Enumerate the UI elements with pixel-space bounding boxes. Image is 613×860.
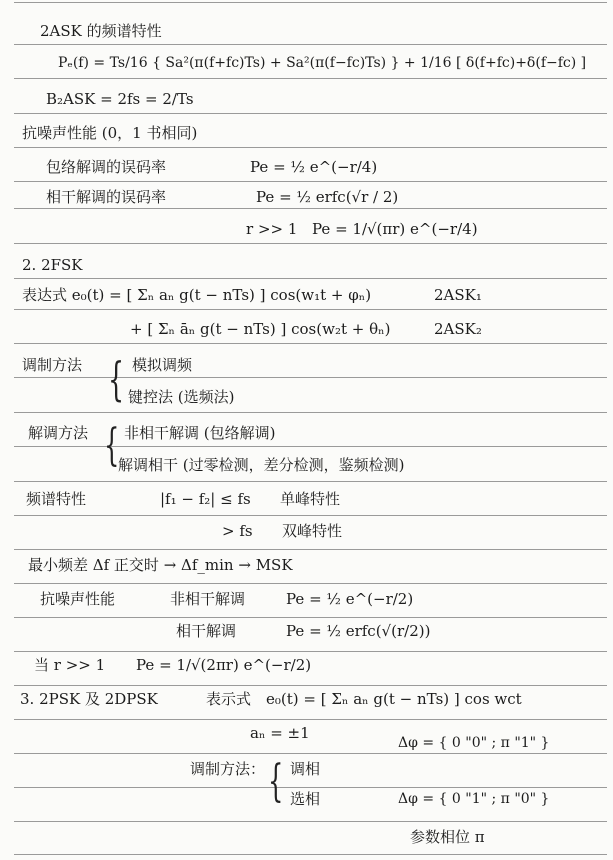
formula-ber-approx: Pe = 1/√(πr) e^(−r/4) <box>312 220 478 238</box>
formula-bandwidth-2ask: B₂ASK = 2fs = 2/Ts <box>46 90 194 108</box>
phase-mapping-1: Δφ = { 0 "0" ; π "1" } <box>398 735 550 751</box>
label-modulation-methods: 调制方法 <box>22 356 83 374</box>
label-noncoherent: 非相干解调 <box>170 590 246 608</box>
label-double-peak: 双峰特性 <box>282 522 343 540</box>
formula-envelope-ber: Pe = ½ e^(−r/4) <box>250 158 378 176</box>
heading-2ask-spectrum: 2ASK 的频谱特性 <box>40 22 162 40</box>
brace-modulation: { <box>108 352 125 406</box>
label-coherent: 相干解调 <box>176 622 237 640</box>
condition-small-separation: |f₁ − f₂| ≤ fs <box>160 490 251 508</box>
heading-2psk-2dpsk: 3. 2PSK 及 2DPSK <box>20 690 158 708</box>
brace-psk-modulation: { <box>268 756 284 807</box>
formula-psd-2ask: Pₑ(f) = Ts/16 { Sa²(π(f+fc)Ts) + Sa²(π(f−fc)Ts) } + 1/16 [ δ(f+fc)+δ(f−fc) ] <box>58 55 587 71</box>
item-phase-selection: 选相 <box>290 790 321 808</box>
formula-noncoherent-ber: Pe = ½ e^(−r/2) <box>286 590 414 608</box>
formula-2fsk-expression-2: + [ Σₙ āₙ g(t − nTs) ] cos(w₂t + θₙ) <box>130 320 391 338</box>
label-coherent-demod-ber: 相干解调的误码率 <box>46 188 167 206</box>
label-2ask1: 2ASK₁ <box>434 286 482 304</box>
item-coherent-demod-methods: 解调相干 (过零检测，差分检测，鉴频检测) <box>118 456 405 474</box>
formula-2psk-expression: e₀(t) = [ Σₙ aₙ g(t − nTs) ] cos wct <box>266 690 522 708</box>
formula-ber-approx-2fsk: Pe = 1/√(2πr) e^(−r/2) <box>136 656 312 674</box>
heading-2fsk: 2. 2FSK <box>22 256 83 274</box>
item-noncoherent-demod: 非相干解调 (包络解调) <box>124 424 276 442</box>
note-reference-phase: 参数相位 π <box>410 828 485 846</box>
phase-mapping-2: Δφ = { 0 "1" ; π "0" } <box>398 791 550 807</box>
formula-coherent-ber: Pe = ½ erfc(√r / 2) <box>256 188 399 206</box>
item-analog-fm: 模拟调频 <box>132 356 193 374</box>
label-demodulation-methods: 解调方法 <box>28 424 89 442</box>
formula-2fsk-expression-1: 表达式 e₀(t) = [ Σₙ aₙ g(t − nTs) ] cos(w₁t + φₙ) <box>22 286 372 304</box>
brace-demodulation: { <box>104 420 120 471</box>
item-keying-method: 键控法 (选频法) <box>128 388 235 406</box>
label-spectrum-characteristics: 频谱特性 <box>26 490 87 508</box>
label-single-peak: 单峰特性 <box>280 490 341 508</box>
heading-noise-performance-2ask: 抗噪声性能 (0，1 书相同) <box>22 124 198 142</box>
label-r-much-greater-1: r >> 1 <box>246 220 298 238</box>
note-minimum-frequency-separation: 最小频差 Δf 正交时 → Δf_min → MSK <box>28 556 293 574</box>
label-noise-performance-2fsk: 抗噪声性能 <box>40 590 116 608</box>
label-2ask2: 2ASK₂ <box>434 320 482 338</box>
item-phase-modulation: 调相 <box>290 760 321 778</box>
label-modulation-method-psk: 调制方法： <box>190 760 266 778</box>
label-when-r-large: 当 r >> 1 <box>34 656 106 674</box>
formula-coherent-ber-2fsk: Pe = ½ erfc(√(r/2)) <box>286 622 431 640</box>
label-representation: 表示式 <box>206 690 252 708</box>
label-envelope-demod-ber: 包络解调的误码率 <box>46 158 167 176</box>
condition-large-separation: > fs <box>222 522 253 540</box>
formula-an-values: aₙ = ±1 <box>250 724 310 742</box>
